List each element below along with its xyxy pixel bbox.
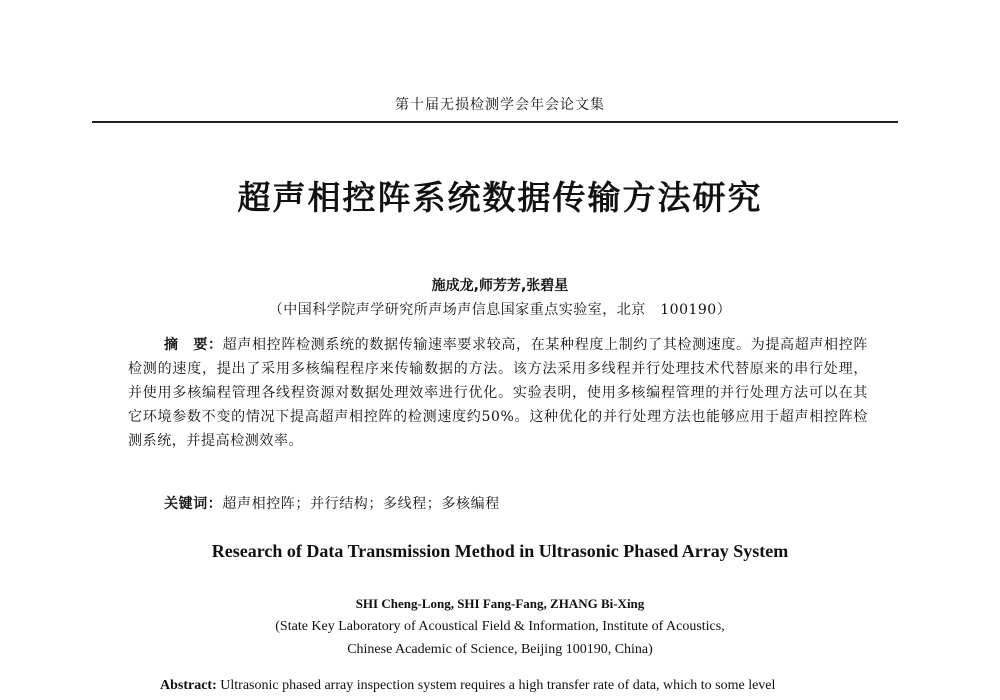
abstract-en <box>128 675 868 697</box>
affiliation-en-line2: Chinese Academic of Science, Beijing 100190, China) <box>347 642 653 657</box>
keywords-label-cn: 关键词： <box>164 496 223 512</box>
abstract-label-cn: 摘 要： <box>164 337 223 353</box>
running-header: 第十届无损检测学会年会论文集 <box>395 97 605 113</box>
keywords-cn <box>164 493 864 513</box>
paper-title-en: Research of Data Transmission Method in Ultrasonic Phased Array System <box>211 541 789 561</box>
abstract-text-en: Ultrasonic phased array inspection system requires a high transfer rate of data, which to some level <box>216 678 776 693</box>
authors-cn: 施成龙,师芳芳,张碧星 <box>431 278 569 294</box>
abstract-label-en: Abstract: <box>160 678 217 693</box>
keywords-text-cn: 超声相控阵；并行结构；多线程；多核编程 <box>222 496 500 512</box>
paper-title-cn: 超声相控阵系统数据传输方法研究 <box>237 178 763 217</box>
header-rule <box>92 121 898 123</box>
authors-en: SHI Cheng-Long, SHI Fang-Fang, ZHANG Bi-Xing <box>355 596 645 611</box>
affiliation-en-line1: (State Key Laboratory of Acoustical Field & Information, Institute of Acoustics, <box>275 619 725 634</box>
affiliation-cn: （中国科学院声学研究所声场声信息国家重点实验室，北京 100190） <box>268 302 732 318</box>
abstract-text-cn: 超声相控阵检测系统的数据传输速率要求较高，在某种程度上制约了其检测速度。为提高超声相控阵检测的速度，提出了采用多核编程程序来传输数据的方法。该方法采用多线程并行处理技术代替原来的串行处理，并使用多核编程管理各线程资源对数据处理效率进行优化。实验表明，使用多核编程管理的并行处理方法可以在其它环境参数不变的情况下提高超声相控阵的检测速度约50%。这种优化的并行处理方法也能够应用于超声相控阵检测系统，并提高检测效率。 <box>128 337 868 449</box>
abstract-cn <box>128 333 868 453</box>
